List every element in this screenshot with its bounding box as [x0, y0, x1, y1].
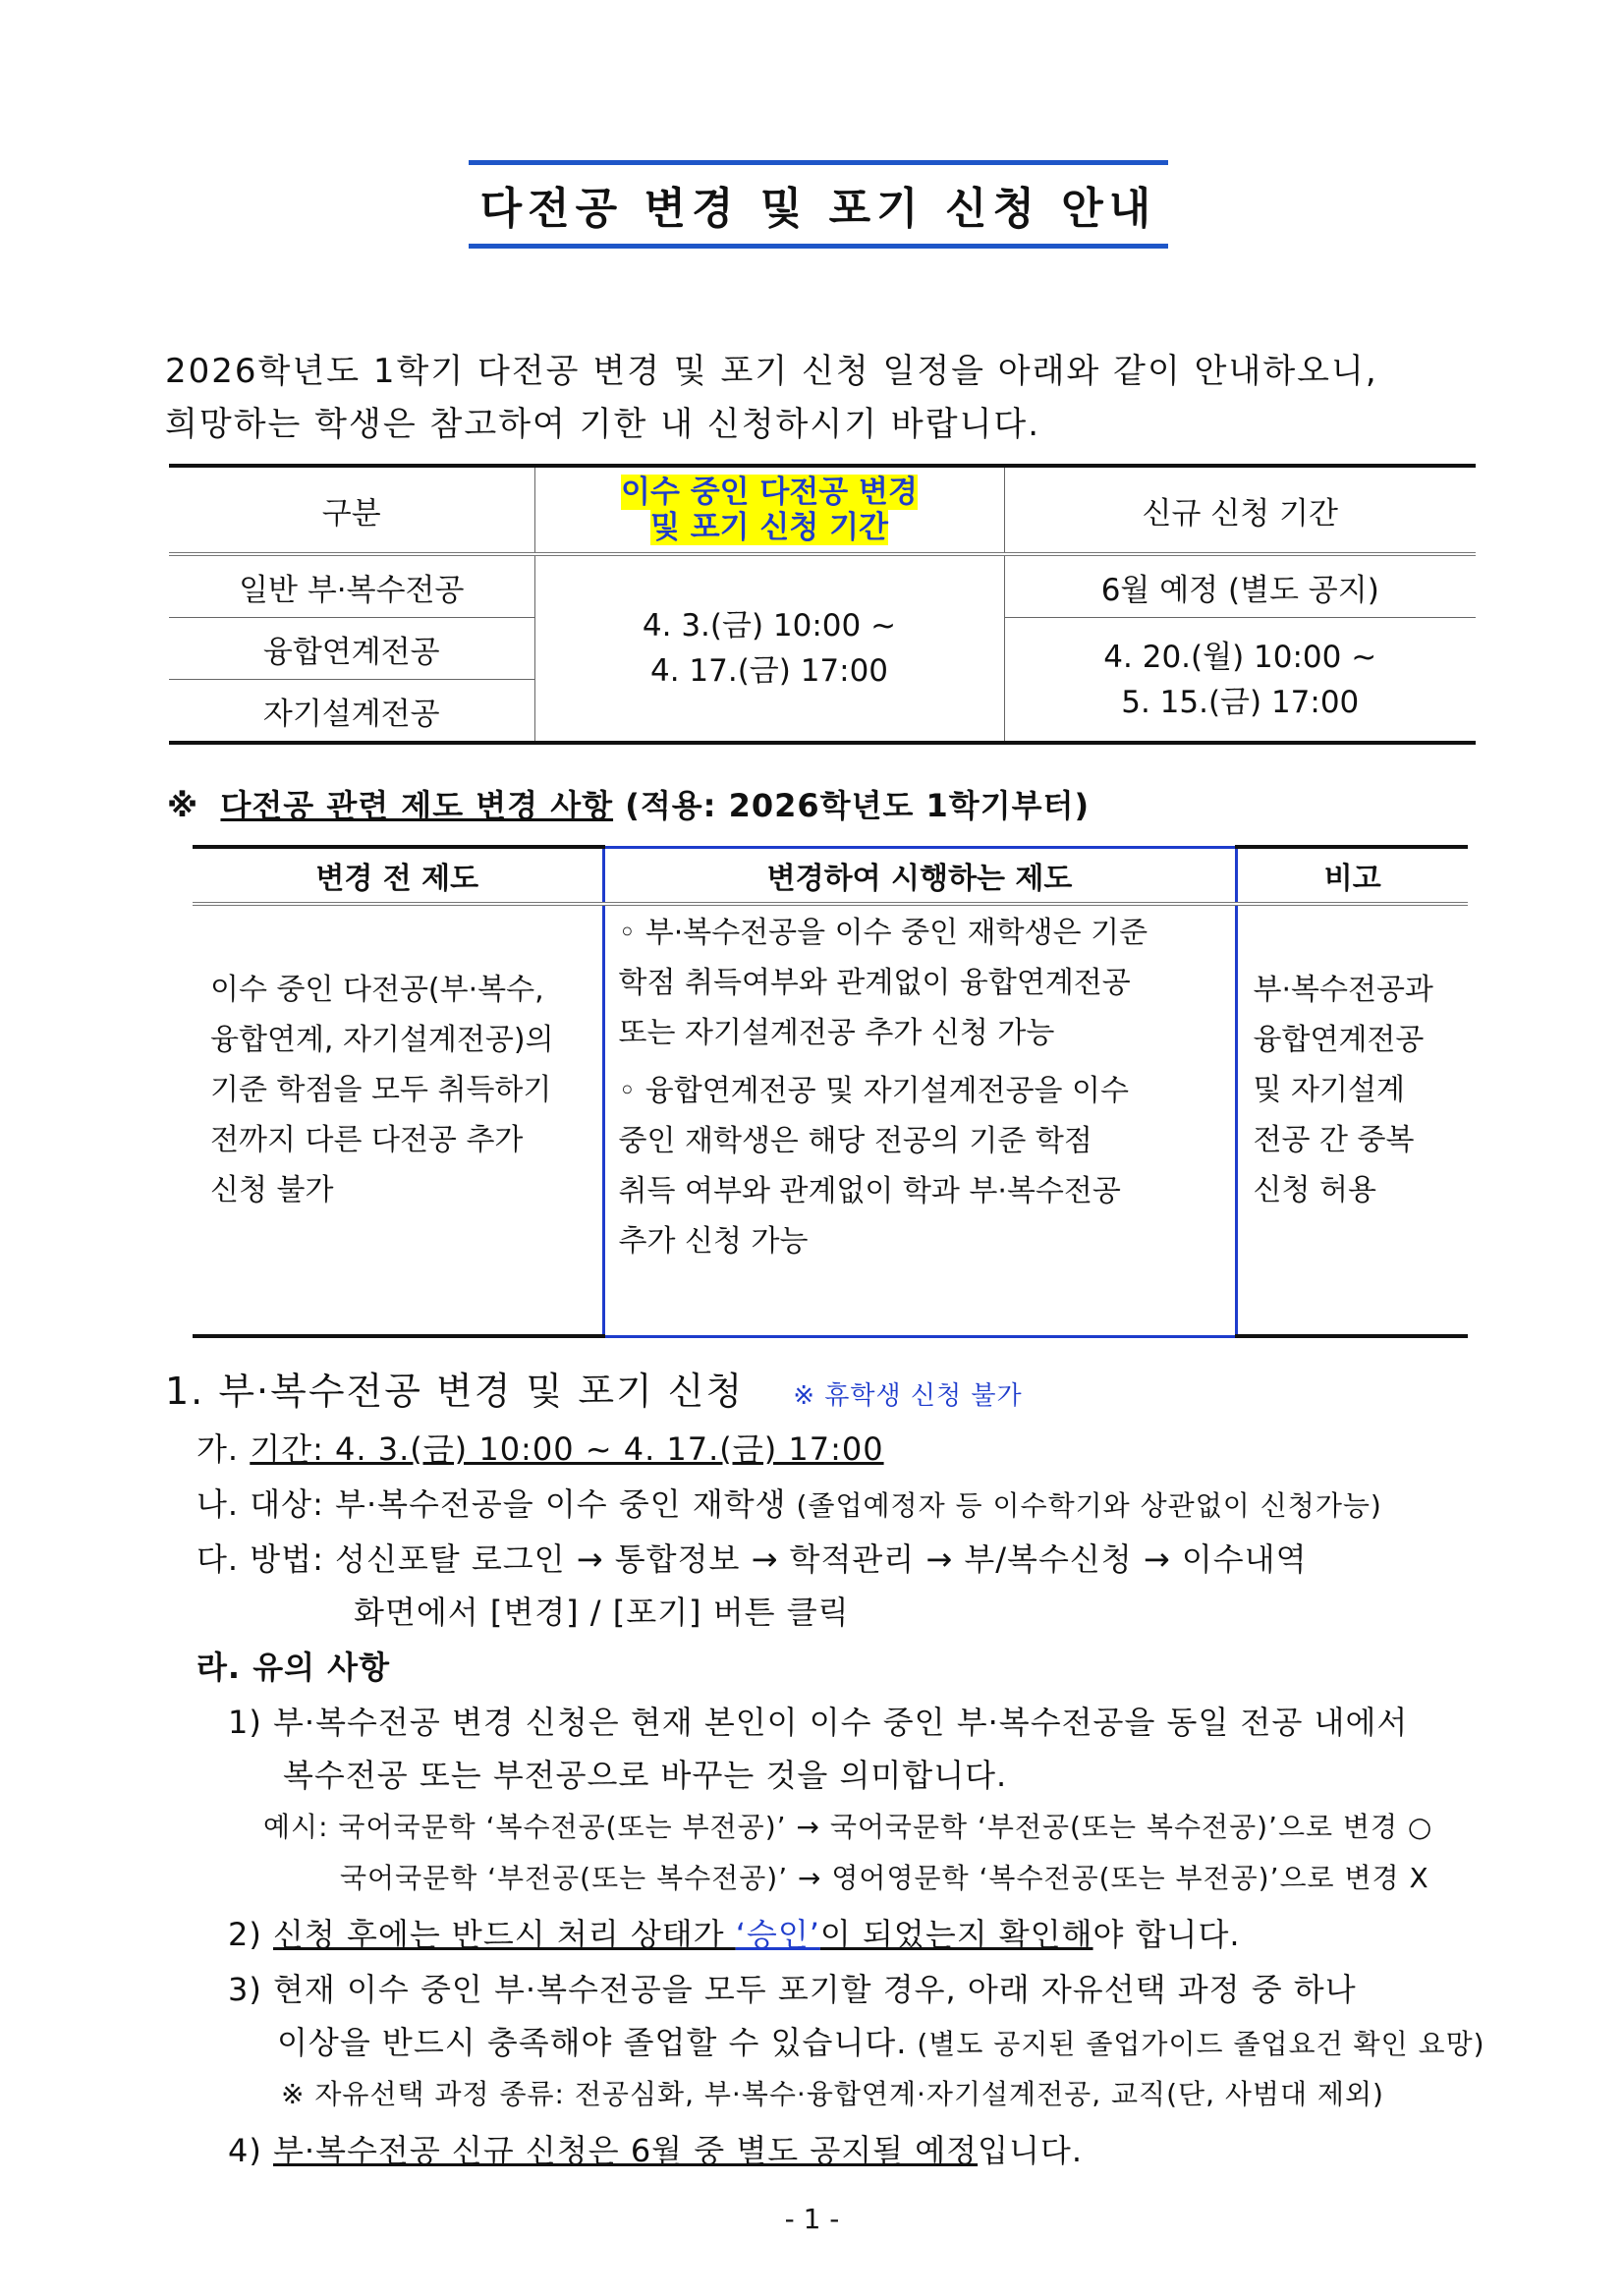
policy-before: 이수 중인 다전공(부·복수, 융합연계, 자기설계전공)의 기준 학점을 모두 취득하기 전까지 다른 다전공 추가 신청 불가 [193, 904, 603, 1336]
policy-after-item: ◦ 부·복수전공을 이수 중인 재학생은 기준 학점 취득여부와 관계없이 융합연계전공 또는 자기설계전공 추가 신청 가능 [618, 916, 1148, 1050]
schedule-row-convergence: 융합연계전공 [169, 618, 534, 680]
item-na: 나. 대상: 부·복수전공을 이수 중인 재학생 (졸업예정자 등 이수학기와 상관없이 신청가능) [196, 1485, 1382, 1523]
schedule-new-other: 4. 20.(월) 10:00 ~ 5. 15.(금) 17:00 [1004, 618, 1476, 744]
schedule-table [169, 464, 1476, 745]
example-2: 국어국문학 ‘부전공(또는 복수전공)’ → 영어영문학 ‘복수전공(또는 부전공)’으로 변경 X [340, 1862, 1429, 1894]
policy-header-after: 변경하여 시행하는 제도 [603, 847, 1236, 904]
page-title: 다전공 변경 및 포기 신청 안내 [469, 160, 1168, 249]
note-1-line-2: 복수전공 또는 부전공으로 바꾸는 것을 의미합니다. [283, 1757, 1008, 1794]
note-3-line-3: ※ 자유선택 과정 종류: 전공심화, 부·복수·융합연계·자기설계전공, 교직(단, 사범대 제외) [281, 2078, 1384, 2110]
note-3-line-2: 이상을 반드시 충족해야 졸업할 수 있습니다. (별도 공지된 졸업가이드 졸업요건 확인 요망) [277, 2024, 1485, 2061]
section-1-heading: 1. 부·복수전공 변경 및 포기 신청 ※ 휴학생 신청 불가 [165, 1370, 1023, 1413]
schedule-header-change-period: 이수 중인 다전공 변경 및 포기 신청 기간 [534, 466, 1004, 554]
policy-note-heading: 다전공 관련 제도 변경 사항 [220, 787, 614, 824]
schedule-row-general: 일반 부·복수전공 [169, 554, 534, 618]
policy-after-item: ◦ 융합연계전공 및 자기설계전공을 이수 중인 재학생은 해당 전공의 기준 학점 취득 여부와 관계없이 학과 부·복수전공 추가 신청 가능 [618, 1074, 1130, 1259]
item-ga: 가. 기간: 4. 3.(금) 10:00 ~ 4. 17.(금) 17:00 [196, 1430, 884, 1468]
page-number: - 1 - [784, 2203, 840, 2235]
note-2: 2) 신청 후에는 반드시 처리 상태가 ‘승인’이 되었는지 확인해야 합니다. [228, 1916, 1241, 1953]
item-da-line-2: 화면에서 [변경] / [포기] 버튼 클릭 [354, 1594, 850, 1631]
schedule-row-self-designed: 자기설계전공 [169, 680, 534, 744]
intro-line-2: 희망하는 학생은 참고하여 기한 내 신청하시기 바랍니다. [165, 405, 1041, 444]
item-da-line-1: 다. 방법: 성신포탈 로그인 → 통합정보 → 학적관리 → 부/복수신청 → 이수내역 [196, 1540, 1308, 1578]
policy-after [603, 904, 1236, 1336]
schedule-header-category: 구분 [169, 466, 534, 554]
section-1-subnote: ※ 휴학생 신청 불가 [793, 1381, 1023, 1411]
note-1-line-1: 1) 부·복수전공 변경 신청은 현재 본인이 이수 중인 부·복수전공을 동일 전공 내에서 [228, 1704, 1409, 1741]
note-4: 4) 부·복수전공 신규 신청은 6월 중 별도 공지될 예정입니다. [228, 2132, 1084, 2169]
policy-header-before: 변경 전 제도 [193, 847, 603, 904]
schedule-new-general: 6월 예정 (별도 공지) [1004, 554, 1476, 618]
note-3-line-1: 3) 현재 이수 중인 부·복수전공을 모두 포기할 경우, 아래 자유선택 과정 중 하나 [228, 1971, 1357, 2008]
example-1: 예시: 국어국문학 ‘복수전공(또는 부전공)’ → 국어국문학 ‘부전공(또는 복수전공)’으로 변경 ○ [263, 1811, 1433, 1843]
policy-note: ※ 다전공 관련 제도 변경 사항 (적용: 2026학년도 1학기부터) [167, 787, 1091, 824]
policy-header-remark: 비고 [1236, 847, 1468, 904]
intro-line-1: 2026학년도 1학기 다전공 변경 및 포기 신청 일정을 아래와 같이 안내하오니, [165, 352, 1378, 391]
policy-remark: 부·복수전공과 융합연계전공 및 자기설계 전공 간 중복 신청 허용 [1236, 904, 1468, 1336]
item-ra: 라. 유의 사항 [196, 1649, 390, 1686]
schedule-change-period: 4. 3.(금) 10:00 ~ 4. 17.(금) 17:00 [534, 554, 1004, 743]
schedule-header-new-period: 신규 신청 기간 [1004, 466, 1476, 554]
approval-status-text: ‘승인’ [735, 1916, 820, 1953]
policy-table [193, 845, 1468, 1338]
